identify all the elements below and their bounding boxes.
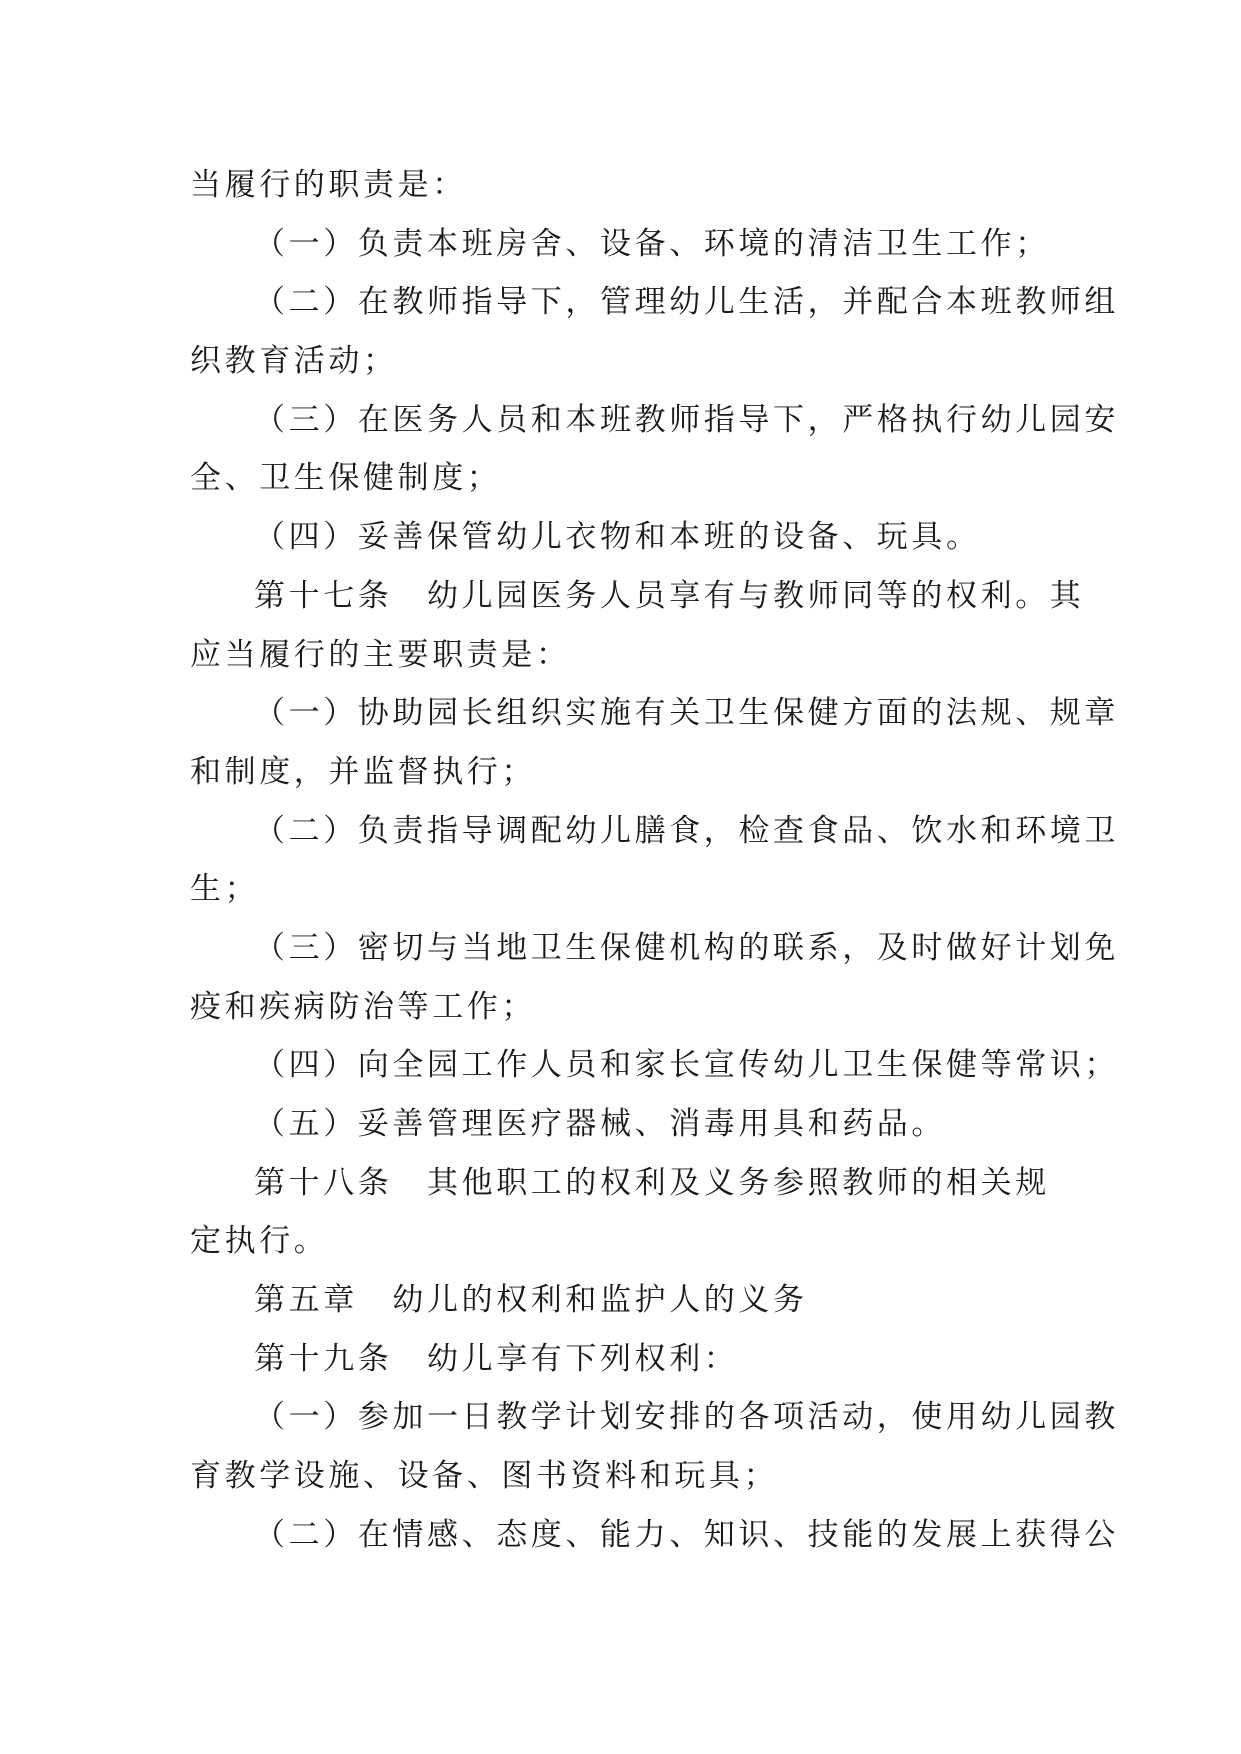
- text-line: （一）参加一日教学计划安排的各项活动，使用幼儿园教: [254, 1399, 1119, 1436]
- text-line: （一）协助园长组织实施有关卫生保健方面的法规、规章: [254, 695, 1119, 732]
- text-line: （四）向全园工作人员和家长宣传幼儿卫生保健等常识；: [254, 1047, 1119, 1084]
- text-line: 生；: [190, 871, 260, 908]
- text-line: （一）负责本班房舍、设备、环境的清洁卫生工作；: [254, 225, 1050, 262]
- document-body: [190, 156, 1119, 1565]
- text-line: 第五章 幼儿的权利和监护人的义务: [254, 1282, 808, 1319]
- text-line: （四）妥善保管幼儿衣物和本班的设备、玩具。: [254, 519, 981, 556]
- text-line: 全、卫生保健制度；: [190, 460, 502, 497]
- text-line: 织教育活动；: [190, 343, 398, 380]
- text-line: 当履行的职责是：: [190, 167, 467, 203]
- text-line: 第十七条 幼儿园医务人员享有与教师同等的权利。其: [254, 577, 1085, 614]
- text-line: （二）在教师指导下，管理幼儿生活，并配合本班教师组: [254, 284, 1119, 321]
- text-line: （三）密切与当地卫生保健机构的联系，及时做好计划免: [254, 929, 1119, 966]
- text-line: 应当履行的主要职责是：: [190, 636, 571, 673]
- text-line: （二）在情感、态度、能力、知识、技能的发展上获得公: [254, 1516, 1119, 1553]
- text-line: （二）负责指导调配幼儿膳食，检查食品、饮水和环境卫: [254, 812, 1119, 849]
- text-line: 疫和疾病防治等工作；: [190, 988, 536, 1025]
- text-line: 育教学设施、设备、图书资料和玩具；: [190, 1458, 779, 1495]
- text-line: 第十八条 其他职工的权利及义务参照教师的相关规: [254, 1164, 1050, 1201]
- text-line: （五）妥善管理医疗器械、消毒用具和药品。: [254, 1106, 946, 1142]
- text-line: 和制度，并监督执行；: [190, 753, 536, 790]
- text-line: 第十九条 幼儿享有下列权利：: [254, 1340, 739, 1377]
- text-line: （三）在医务人员和本班教师指导下，严格执行幼儿园安: [254, 401, 1119, 438]
- text-line: 定执行。: [190, 1223, 329, 1260]
